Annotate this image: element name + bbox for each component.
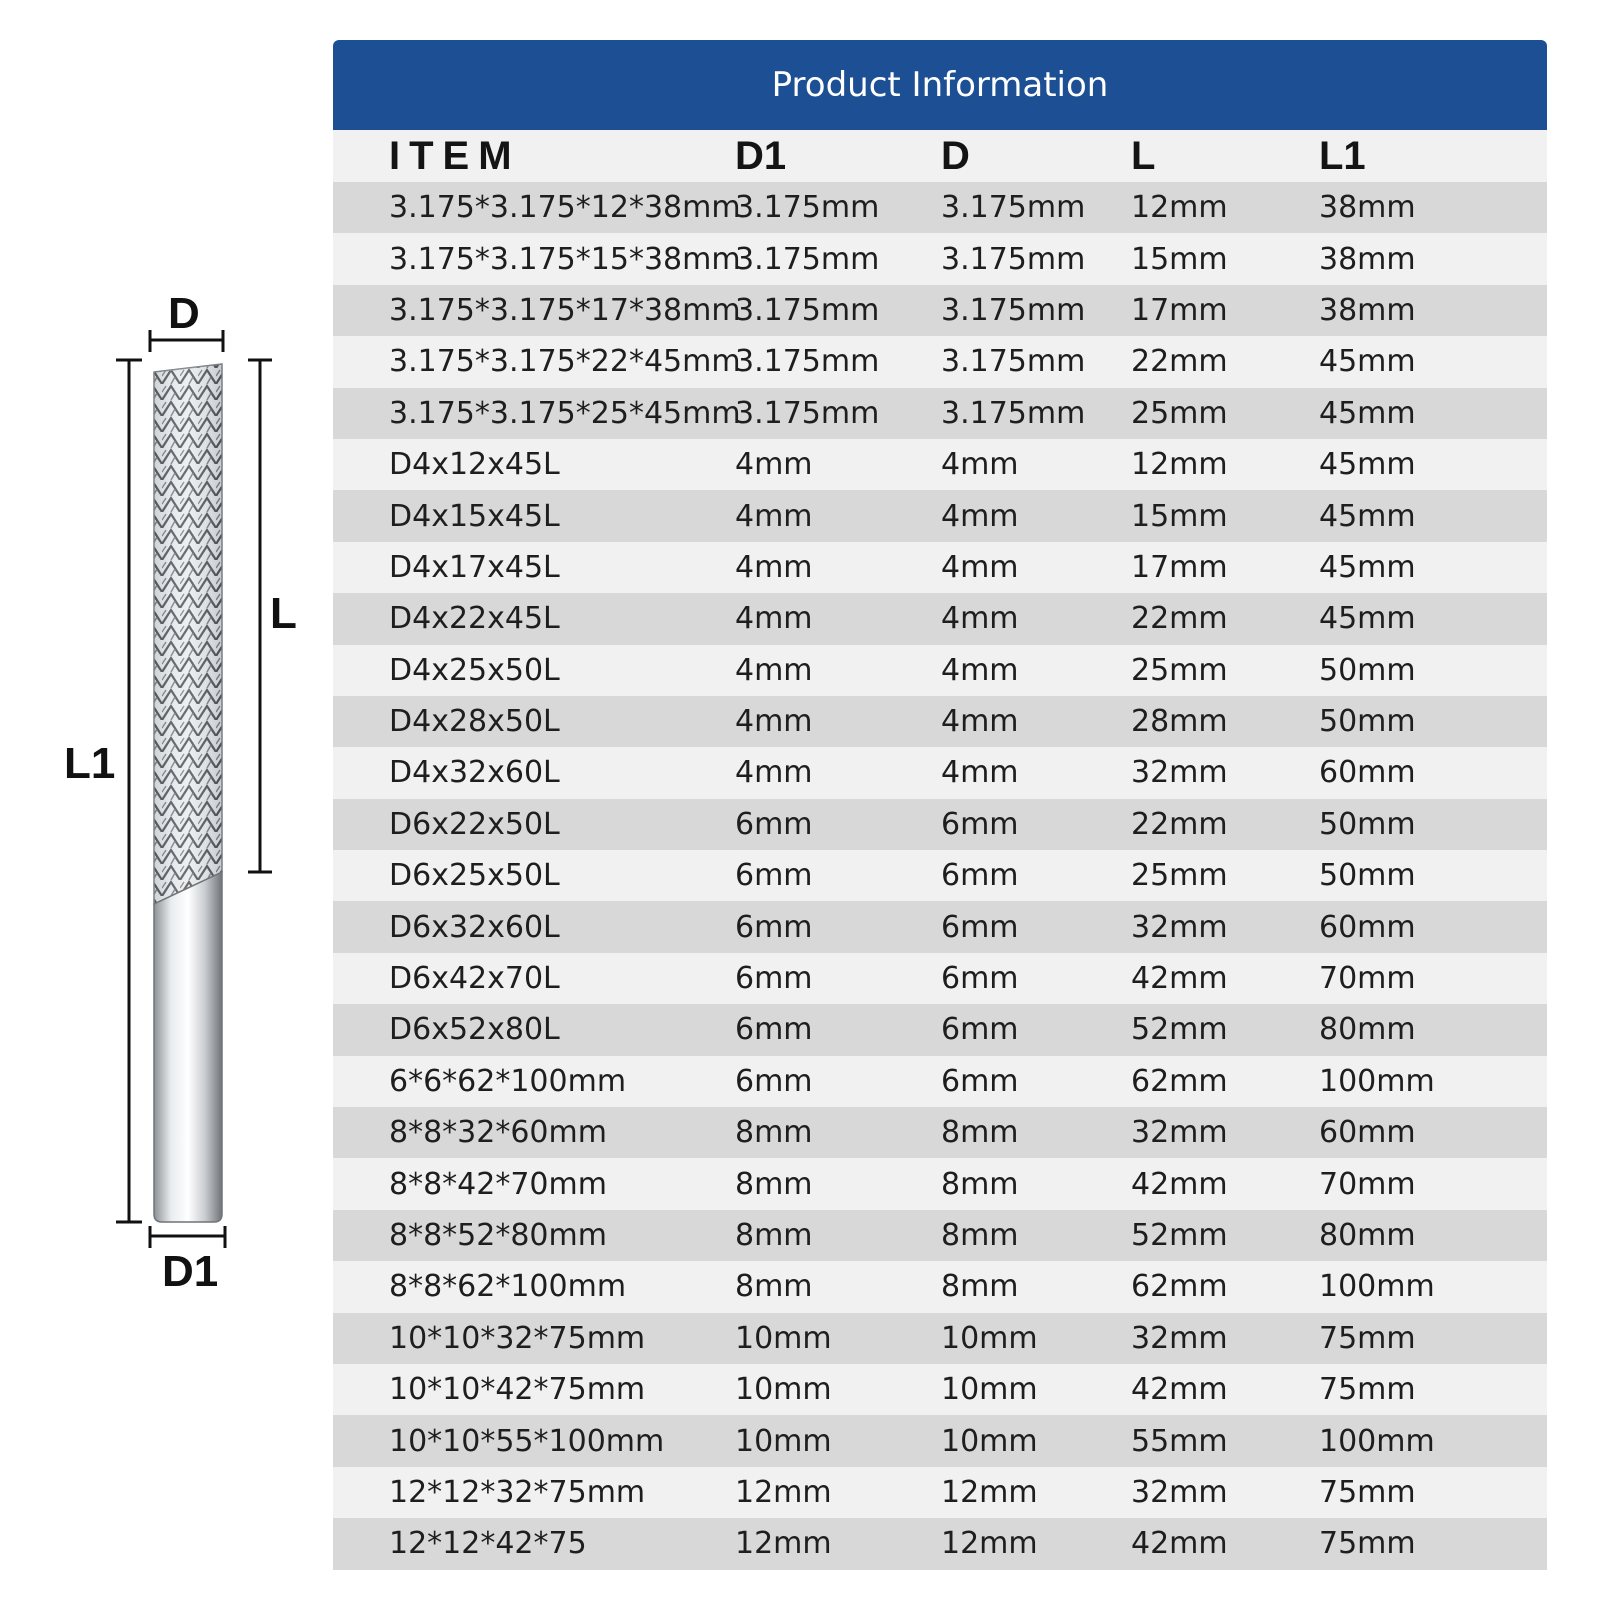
cell-l: 22mm (1131, 601, 1228, 637)
cell-l1: 50mm (1319, 858, 1416, 894)
cell-l: 25mm (1131, 652, 1228, 688)
table-row (333, 645, 1547, 696)
cell-d1: 6mm (735, 1012, 813, 1048)
cell-item: D6x52x80L (389, 1012, 560, 1048)
table-row (333, 336, 1547, 387)
cell-d1: 3.175mm (735, 190, 880, 226)
cell-l1: 45mm (1319, 549, 1416, 585)
cell-d: 6mm (941, 806, 1019, 842)
cell-item: 8*8*32*60mm (389, 1115, 607, 1151)
table-row (333, 1210, 1547, 1261)
cell-d: 4mm (941, 601, 1019, 637)
cell-d1: 10mm (735, 1372, 832, 1408)
cell-l: 12mm (1131, 190, 1228, 226)
table-row (333, 953, 1547, 1004)
cell-l: 28mm (1131, 704, 1228, 740)
column-header-d: D (941, 133, 970, 178)
table-row (333, 542, 1547, 593)
cell-item: D4x25x50L (389, 652, 560, 688)
cell-d1: 6mm (735, 1063, 813, 1099)
cell-l1: 38mm (1319, 241, 1416, 277)
table-body (333, 182, 1547, 1570)
table-row (333, 850, 1547, 901)
cell-item: D4x12x45L (389, 447, 560, 483)
dimension-d-label: D (168, 289, 200, 338)
cutter-flute-section (154, 364, 222, 904)
cell-l1: 100mm (1319, 1423, 1435, 1459)
cell-l: 15mm (1131, 498, 1228, 534)
cell-d: 10mm (941, 1320, 1038, 1356)
product-info-table (333, 40, 1547, 1570)
cell-item: 12*12*32*75mm (389, 1474, 646, 1510)
table-row (333, 1313, 1547, 1364)
cell-d: 8mm (941, 1115, 1019, 1151)
cell-item: D4x22x45L (389, 601, 560, 637)
cell-l1: 45mm (1319, 498, 1416, 534)
cell-item: 3.175*3.175*12*38mm (389, 190, 741, 226)
dimension-l1-label: L1 (64, 739, 116, 788)
cell-l: 22mm (1131, 806, 1228, 842)
cell-d1: 8mm (735, 1115, 813, 1151)
cell-l: 32mm (1131, 755, 1228, 791)
dimension-d1-marker (150, 1226, 225, 1248)
cell-d1: 4mm (735, 549, 813, 585)
cell-d1: 4mm (735, 755, 813, 791)
cell-l1: 100mm (1319, 1269, 1435, 1305)
cell-d1: 6mm (735, 806, 813, 842)
cell-d: 6mm (941, 1012, 1019, 1048)
cell-d1: 8mm (735, 1166, 813, 1202)
cell-d: 4mm (941, 549, 1019, 585)
cell-l: 32mm (1131, 1320, 1228, 1356)
cell-d: 6mm (941, 909, 1019, 945)
cell-d1: 6mm (735, 961, 813, 997)
cell-d: 6mm (941, 961, 1019, 997)
cell-item: 3.175*3.175*22*45mm (389, 344, 741, 380)
cell-d: 3.175mm (941, 190, 1086, 226)
dimension-d1-label: D1 (162, 1247, 219, 1296)
cell-d1: 4mm (735, 601, 813, 637)
column-header-row (333, 130, 1547, 182)
cell-l: 55mm (1131, 1423, 1228, 1459)
cell-item: D4x15x45L (389, 498, 560, 534)
cell-d1: 8mm (735, 1218, 813, 1253)
cell-d1: 3.175mm (735, 344, 880, 380)
cell-l: 25mm (1131, 395, 1228, 431)
cell-l: 32mm (1131, 1115, 1228, 1151)
cell-d1: 3.175mm (735, 395, 880, 431)
cell-d1: 8mm (735, 1269, 813, 1305)
table-row (333, 1158, 1547, 1209)
cell-l1: 45mm (1319, 601, 1416, 637)
table-row (333, 285, 1547, 336)
cell-d: 4mm (941, 652, 1019, 688)
table-row (333, 1415, 1547, 1466)
dimension-l-label: L (270, 589, 297, 638)
cell-l1: 45mm (1319, 447, 1416, 483)
cell-l: 32mm (1131, 909, 1228, 945)
cell-item: D4x32x60L (389, 755, 560, 791)
cell-d1: 3.175mm (735, 241, 880, 277)
column-header-d1: D1 (735, 133, 787, 178)
cell-d: 12mm (941, 1474, 1038, 1510)
cell-d: 3.175mm (941, 241, 1086, 277)
cell-item: 10*10*55*100mm (389, 1423, 665, 1459)
cell-d1: 4mm (735, 652, 813, 688)
cell-d: 3.175mm (941, 395, 1086, 431)
cell-l: 32mm (1131, 1474, 1228, 1510)
cell-l: 22mm (1131, 344, 1228, 380)
table-row (333, 388, 1547, 439)
cell-l: 15mm (1131, 241, 1228, 277)
cell-d: 4mm (941, 447, 1019, 483)
table-row (333, 799, 1547, 850)
end-mill-drawing (0, 0, 320, 1600)
cell-item: D6x25x50L (389, 858, 560, 894)
cell-item: 12*12*42*75 (389, 1526, 587, 1562)
cell-item: D4x28x50L (389, 704, 560, 740)
cell-item: 6*6*62*100mm (389, 1063, 627, 1099)
cell-d: 8mm (941, 1166, 1019, 1202)
table-row (333, 182, 1547, 233)
cell-item: D6x42x70L (389, 961, 560, 997)
cell-l: 42mm (1131, 1166, 1228, 1202)
column-header-l1: L1 (1319, 133, 1366, 178)
cell-d1: 6mm (735, 858, 813, 894)
column-header-item: ITEM (389, 133, 521, 178)
table-row (333, 1107, 1547, 1158)
cell-item: 10*10*42*75mm (389, 1372, 646, 1408)
cell-l: 25mm (1131, 858, 1228, 894)
cell-d1: 6mm (735, 909, 813, 945)
cell-d: 4mm (941, 704, 1019, 740)
cell-l1: 50mm (1319, 704, 1416, 740)
cell-l1: 70mm (1319, 1166, 1416, 1202)
cell-l1: 50mm (1319, 806, 1416, 842)
cutter-shank (154, 872, 222, 1222)
table-row (333, 901, 1547, 952)
cell-l: 42mm (1131, 1372, 1228, 1408)
cell-d: 4mm (941, 755, 1019, 791)
cell-l: 62mm (1131, 1269, 1228, 1305)
cell-item: 3.175*3.175*15*38mm (389, 241, 741, 277)
cell-l1: 80mm (1319, 1218, 1416, 1253)
cell-d1: 10mm (735, 1320, 832, 1356)
cell-l: 17mm (1131, 549, 1228, 585)
cell-l1: 45mm (1319, 395, 1416, 431)
cell-d1: 12mm (735, 1474, 832, 1510)
table-row (333, 1261, 1547, 1312)
table-row (333, 439, 1547, 490)
cell-l: 62mm (1131, 1063, 1228, 1099)
cell-d1: 3.175mm (735, 292, 880, 328)
table-row (333, 490, 1547, 541)
cell-d: 6mm (941, 858, 1019, 894)
cell-l: 12mm (1131, 447, 1228, 483)
dimension-l-marker (248, 360, 272, 872)
end-mill-diagram (0, 0, 320, 1600)
cell-d: 3.175mm (941, 292, 1086, 328)
cell-d1: 4mm (735, 447, 813, 483)
dimension-l1-marker (116, 360, 142, 1222)
cell-d: 8mm (941, 1218, 1019, 1253)
cell-item: 8*8*52*80mm (389, 1218, 607, 1253)
cell-item: D6x32x60L (389, 909, 560, 945)
cell-l1: 50mm (1319, 652, 1416, 688)
column-header-l: L (1131, 133, 1156, 178)
cell-item: 8*8*62*100mm (389, 1269, 627, 1305)
cell-l1: 70mm (1319, 961, 1416, 997)
cell-d1: 12mm (735, 1526, 832, 1562)
cell-item: 10*10*32*75mm (389, 1320, 646, 1356)
cell-l1: 80mm (1319, 1012, 1416, 1048)
cell-l1: 60mm (1319, 755, 1416, 791)
cell-item: D6x22x50L (389, 806, 560, 842)
table-row (333, 233, 1547, 284)
cell-l: 52mm (1131, 1218, 1228, 1253)
table-row (333, 696, 1547, 747)
cell-d: 3.175mm (941, 344, 1086, 380)
table-title: Product Information (333, 40, 1547, 130)
table-row (333, 593, 1547, 644)
cell-d1: 10mm (735, 1423, 832, 1459)
cell-d1: 4mm (735, 704, 813, 740)
cell-l1: 75mm (1319, 1372, 1416, 1408)
table-row (333, 1518, 1547, 1569)
cell-d1: 4mm (735, 498, 813, 534)
table-row (333, 747, 1547, 798)
cell-l1: 75mm (1319, 1526, 1416, 1562)
cell-item: 3.175*3.175*17*38mm (389, 292, 741, 328)
cell-item: D4x17x45L (389, 549, 560, 585)
cell-l: 42mm (1131, 961, 1228, 997)
cell-item: 8*8*42*70mm (389, 1166, 607, 1202)
cell-d: 8mm (941, 1269, 1019, 1305)
cell-l1: 60mm (1319, 1115, 1416, 1151)
cell-l1: 60mm (1319, 909, 1416, 945)
table-row (333, 1467, 1547, 1518)
cell-l1: 45mm (1319, 344, 1416, 380)
cell-d: 6mm (941, 1063, 1019, 1099)
cell-d: 4mm (941, 498, 1019, 534)
cell-d: 12mm (941, 1526, 1038, 1562)
cell-d: 10mm (941, 1423, 1038, 1459)
table-row (333, 1056, 1547, 1107)
cell-l1: 38mm (1319, 292, 1416, 328)
cell-l1: 38mm (1319, 190, 1416, 226)
cell-l: 52mm (1131, 1012, 1228, 1048)
cell-item: 3.175*3.175*25*45mm (389, 395, 741, 431)
table-row (333, 1364, 1547, 1415)
cell-l1: 75mm (1319, 1474, 1416, 1510)
cell-l1: 100mm (1319, 1063, 1435, 1099)
cell-l: 17mm (1131, 292, 1228, 328)
cell-l: 42mm (1131, 1526, 1228, 1562)
cell-d: 10mm (941, 1372, 1038, 1408)
table-row (333, 1004, 1547, 1055)
cell-l1: 75mm (1319, 1320, 1416, 1356)
